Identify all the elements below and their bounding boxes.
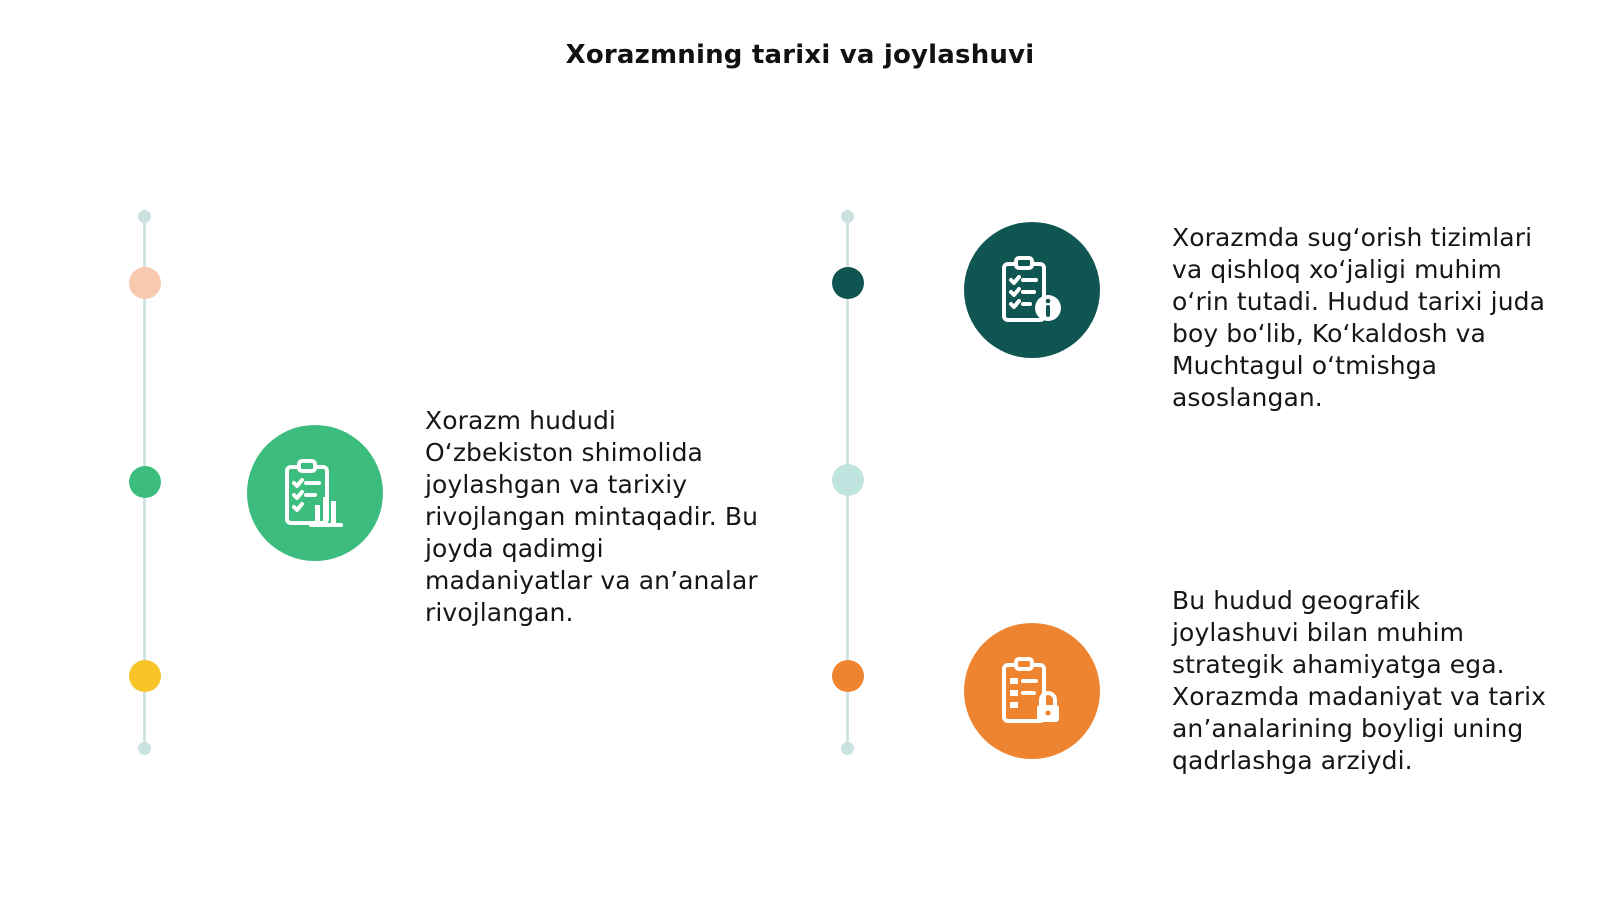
item-text: Bu hudud geografik joylashuvi bilan muhim strategik ahamiyatga ega. Xorazmda madaniyat va tarix an’analarining boyligi uning qadrlashga arziydi. <box>1172 586 1547 775</box>
clipboard-chart-icon <box>247 425 383 561</box>
clipboard-info-icon <box>964 222 1100 358</box>
timeline-bottom-cap <box>138 742 151 755</box>
timeline-top-cap <box>138 210 151 223</box>
clipboard-lock-icon <box>964 623 1100 759</box>
timeline-dot-green <box>129 466 161 498</box>
item-text: Xorazm hududi O‘zbekiston shimolida joylashgan va tarixiy rivojlangan mintaqadir. Bu joyda qadimgi madaniyatlar va an’analar rivojlangan. <box>425 406 759 627</box>
timeline-dot-peach <box>129 267 161 299</box>
right-timeline <box>828 210 868 755</box>
left-timeline <box>125 210 165 755</box>
timeline-dot-pale-teal <box>832 464 864 496</box>
timeline-top-cap <box>841 210 854 223</box>
slide-title: Xorazmning tarixi va joylashuvi <box>565 40 1035 70</box>
timeline-dot-orange <box>832 660 864 692</box>
timeline-dot-dark-teal <box>832 267 864 299</box>
timeline-bottom-cap <box>841 742 854 755</box>
timeline-dot-yellow <box>129 660 161 692</box>
item-text: Xorazmda sug‘orish tizimlari va qishloq xo‘jaligi muhim o‘rin tutadi. Hudud tarixi juda boy bo‘lib, Ko‘kaldosh va Muchtagul o‘tmishga asoslangan. <box>1172 223 1546 412</box>
